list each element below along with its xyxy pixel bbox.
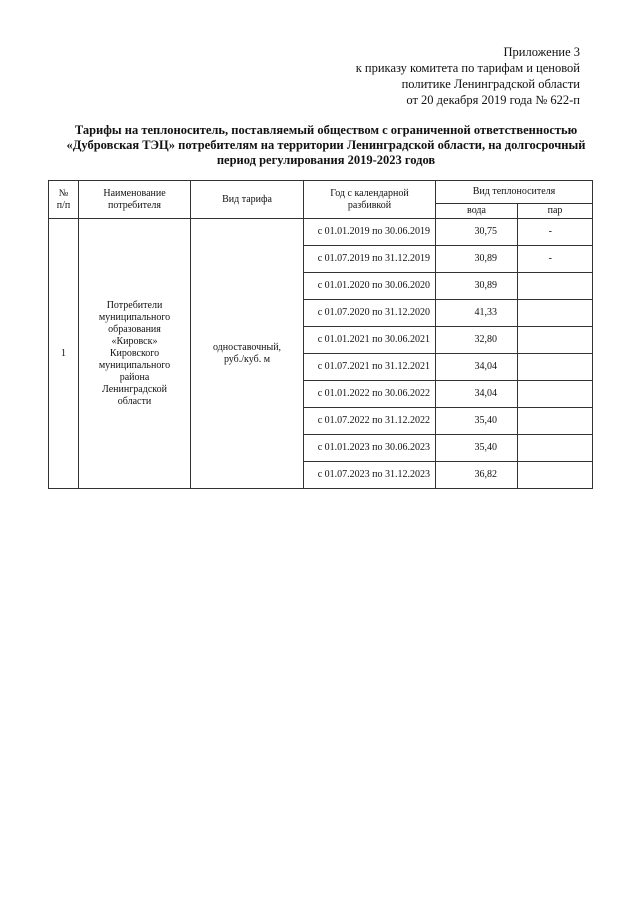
header-water: вода bbox=[436, 204, 518, 219]
consumer-line: Потребители bbox=[106, 299, 163, 311]
steam-tariff-cell bbox=[518, 354, 593, 381]
header-period bbox=[304, 181, 436, 219]
water-tariff-cell: 34,04 bbox=[436, 381, 518, 408]
steam-tariff-cell bbox=[518, 435, 593, 462]
period-cell: с 01.07.2022 по 31.12.2022 bbox=[304, 408, 436, 435]
water-tariff-cell: 36,82 bbox=[436, 462, 518, 489]
steam-tariff-cell: - bbox=[518, 246, 593, 273]
document-title bbox=[40, 123, 612, 168]
title-line: Тарифы на теплоноситель, поставляемый обществом с ограниченной ответственностью bbox=[74, 123, 578, 137]
steam-tariff-cell bbox=[518, 462, 593, 489]
header-number-line: № bbox=[58, 187, 69, 199]
period-cell: с 01.07.2021 по 31.12.2021 bbox=[304, 354, 436, 381]
period-cell: с 01.01.2021 по 30.06.2021 bbox=[304, 327, 436, 354]
water-tariff-cell: 32,80 bbox=[436, 327, 518, 354]
tariff-table bbox=[48, 180, 593, 489]
period-cell: с 01.01.2019 по 30.06.2019 bbox=[304, 219, 436, 246]
header-period-line: Год с календарной bbox=[330, 187, 409, 199]
consumer-line: муниципального bbox=[98, 359, 171, 371]
period-cell: с 01.01.2023 по 30.06.2023 bbox=[304, 435, 436, 462]
water-tariff-cell: 35,40 bbox=[436, 435, 518, 462]
appendix-header bbox=[300, 44, 580, 108]
header-consumer-line: Наименование bbox=[103, 187, 166, 199]
water-tariff-cell: 41,33 bbox=[436, 300, 518, 327]
consumer-cell bbox=[79, 219, 191, 489]
steam-tariff-cell bbox=[518, 327, 593, 354]
header-number bbox=[49, 181, 79, 219]
appendix-line: Приложение 3 bbox=[503, 45, 580, 59]
table-row bbox=[49, 219, 593, 246]
consumer-line: области bbox=[117, 395, 152, 407]
consumer-line: Ленинградской bbox=[102, 383, 167, 395]
appendix-line: к приказу комитета по тарифам и ценовой bbox=[355, 61, 580, 75]
period-cell: с 01.01.2020 по 30.06.2020 bbox=[304, 273, 436, 300]
steam-tariff-cell: - bbox=[518, 219, 593, 246]
steam-tariff-cell bbox=[518, 300, 593, 327]
consumer-line: муниципального bbox=[98, 311, 171, 323]
tariff-line: руб./куб. м bbox=[223, 353, 271, 365]
header-consumer-line: потребителя bbox=[108, 199, 161, 211]
header-period-line: разбивкой bbox=[347, 199, 392, 211]
period-cell: с 01.07.2020 по 31.12.2020 bbox=[304, 300, 436, 327]
header-consumer bbox=[79, 181, 191, 219]
title-line: «Дубровская ТЭЦ» потребителям на территории Ленинградской области, на долгосрочный bbox=[66, 138, 586, 152]
consumer-line: района bbox=[119, 371, 150, 383]
header-row bbox=[49, 181, 593, 204]
water-tariff-cell: 30,89 bbox=[436, 246, 518, 273]
consumer-line: образования bbox=[108, 323, 161, 335]
tariff-type-cell bbox=[191, 219, 304, 489]
period-cell: с 01.07.2023 по 31.12.2023 bbox=[304, 462, 436, 489]
water-tariff-cell: 34,04 bbox=[436, 354, 518, 381]
period-cell: с 01.07.2019 по 31.12.2019 bbox=[304, 246, 436, 273]
consumer-line: Кировского bbox=[109, 347, 160, 359]
appendix-line: политике Ленинградской области bbox=[401, 77, 580, 91]
tariff-line: одноставочный, bbox=[212, 341, 282, 353]
steam-tariff-cell bbox=[518, 273, 593, 300]
header-tariff-type: Вид тарифа bbox=[191, 181, 304, 219]
header-steam: пар bbox=[518, 204, 593, 219]
period-cell: с 01.01.2022 по 30.06.2022 bbox=[304, 381, 436, 408]
water-tariff-cell: 35,40 bbox=[436, 408, 518, 435]
title-line: период регулирования 2019-2023 годов bbox=[216, 153, 436, 167]
steam-tariff-cell bbox=[518, 408, 593, 435]
steam-tariff-cell bbox=[518, 381, 593, 408]
row-number: 1 bbox=[49, 219, 79, 489]
appendix-line: от 20 декабря 2019 года № 622-п bbox=[406, 93, 580, 107]
water-tariff-cell: 30,89 bbox=[436, 273, 518, 300]
water-tariff-cell: 30,75 bbox=[436, 219, 518, 246]
consumer-line: «Кировск» bbox=[111, 335, 158, 347]
header-number-line: п/п bbox=[56, 199, 71, 211]
header-carrier: Вид теплоносителя bbox=[436, 181, 593, 204]
